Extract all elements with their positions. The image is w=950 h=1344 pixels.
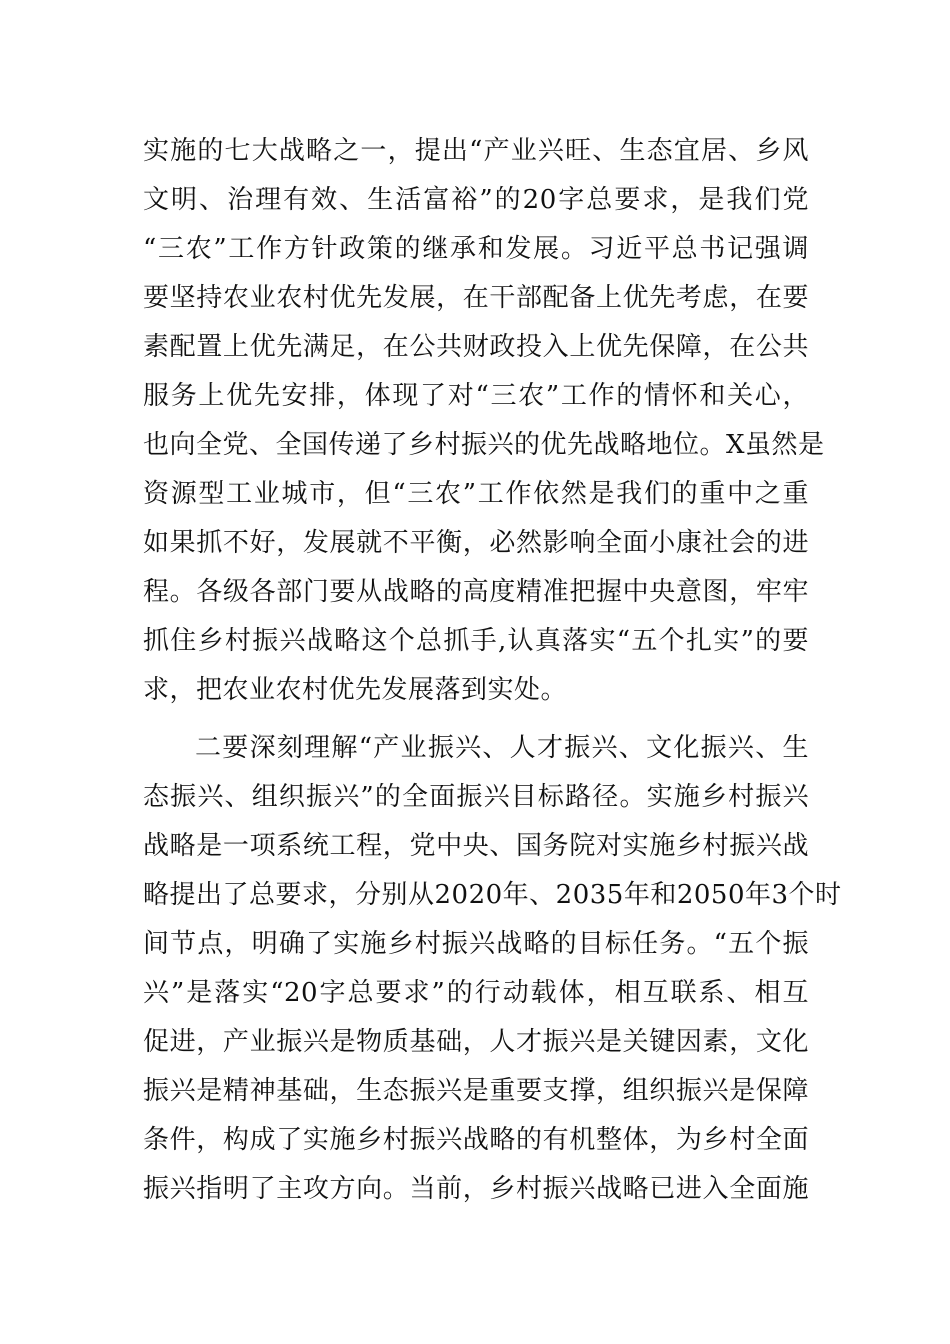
paragraph-1-line: 要坚持农业农村优先发展，在干部配备上优先考虑，在要: [143, 283, 809, 313]
paragraph-2-line: 促进，产业振兴是物质基础，人才振兴是关键因素，文化: [143, 1027, 809, 1057]
paragraph-1-line: 程。各级各部门要从战略的高度精准把握中央意图，牢牢: [143, 577, 809, 607]
paragraph-2-line: 态振兴、组织振兴”的全面振兴目标路径。实施乡村振兴: [143, 782, 809, 812]
paragraph-2-line: 略提出了总要求，分别从2020年、2035年和2050年3个时: [143, 880, 842, 910]
paragraph-1-line: 资源型工业城市，但“三农”工作依然是我们的重中之重: [143, 479, 809, 509]
paragraph-2-line: 间节点，明确了实施乡村振兴战略的目标任务。“五个振: [143, 929, 809, 959]
paragraph-1-line: 素配置上优先满足，在公共财政投入上优先保障，在公共: [143, 332, 809, 362]
paragraph-1-line: 抓住乡村振兴战略这个总抓手,认真落实“五个扎实”的要: [143, 626, 809, 656]
paragraph-2-line: 战略是一项系统工程，党中央、国务院对实施乡村振兴战: [143, 831, 809, 861]
paragraph-2-line: 二要深刻理解“产业振兴、人才振兴、文化振兴、生: [195, 733, 809, 763]
paragraph-1-line: 实施的七大战略之一，提出“产业兴旺、生态宜居、乡风: [143, 136, 809, 166]
paragraph-1-line: 服务上优先安排，体现了对“三农”工作的情怀和关心，: [143, 381, 809, 411]
paragraph-1-line: 如果抓不好，发展就不平衡，必然影响全面小康社会的进: [143, 528, 809, 558]
paragraph-1-line: “三农”工作方针政策的继承和发展。习近平总书记强调: [143, 234, 809, 264]
paragraph-2-line: 兴”是落实“20字总要求”的行动载体，相互联系、相互: [143, 978, 809, 1008]
paragraph-2-line: 振兴是精神基础，生态振兴是重要支撑，组织振兴是保障: [143, 1076, 809, 1106]
paragraph-1-line: 也向全党、全国传递了乡村振兴的优先战略地位。X虽然是: [143, 430, 825, 460]
paragraph-1-line: 求，把农业农村优先发展落到实处。: [143, 675, 568, 705]
paragraph-2-line: 条件，构成了实施乡村振兴战略的有机整体，为乡村全面: [143, 1125, 809, 1155]
paragraph-1-line: 文明、治理有效、生活富裕”的20字总要求，是我们党: [143, 185, 809, 215]
paragraph-2-line: 振兴指明了主攻方向。当前，乡村振兴战略已进入全面施: [143, 1174, 809, 1204]
